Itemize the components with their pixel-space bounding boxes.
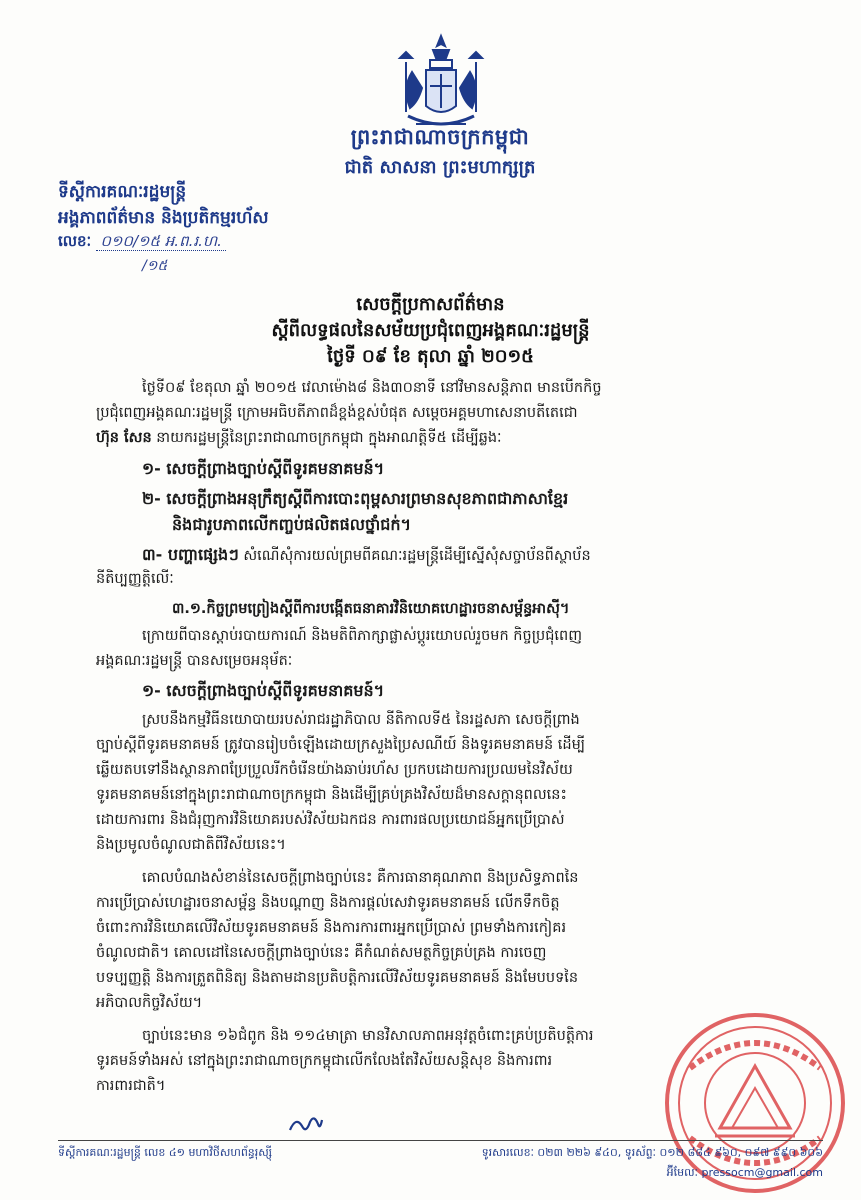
- issuer-line-1: ទីស្ដីការគណៈរដ្ឋមន្ត្រី: [58, 182, 187, 202]
- reference-label: លេខៈ: [58, 232, 92, 250]
- footer-contact-phones: ទូរសារលេខៈ ០២៣ ២២៦ ៩៤០, ទូរស័ព្ទៈ ០១២ ៨៨៤ ៩៦០, ០៩៧ ៩៩០ ៦០៦: [481, 1146, 823, 1159]
- paragraph-line: ចំពោះការវិនិយោគលើវិស័យទូរគមនាគមន៍ និងការការពារអ្នកប្រើប្រាស់ ព្រមទាំងការកៀគរ: [96, 920, 567, 936]
- paragraph-line: ការពារជាតិ។: [96, 1078, 166, 1094]
- royal-coat-of-arms-icon: [392, 32, 490, 132]
- paragraph-line: ស្របនឹងកម្មវិធីនយោបាយរបស់រាជរដ្ឋាភិបាល នីតិកាលទី៥ នៃរដ្ឋសភា សេចក្ដីព្រាង: [142, 712, 580, 728]
- agenda-item-3-continued: នីតិប្បញ្ញត្តិលើៈ: [96, 571, 174, 587]
- decision-paragraph-line: ក្រោយពីបានស្ដាប់របាយការណ៍ និងមតិពិភាក្សាផ្លាស់ប្ដូរយោបល់រួចមក កិច្ចប្រជុំពេញ: [142, 628, 583, 644]
- document-title: សេចក្ដីប្រកាសព័ត៌មាន: [356, 294, 505, 315]
- paragraph-line: ទូរគមនាគមន៍នៅក្នុងព្រះរាជាណាចក្រកម្ពុជា និងដើម្បីគ្រប់គ្រងវិស័យដ៏មានសក្ដានុពលនេះ: [96, 787, 567, 803]
- agenda-item-3: [142, 542, 591, 569]
- agenda-item-2-continued: និងជារូបភាពលើកញ្ចប់ផលិតផលថ្នាំជក់។: [172, 515, 412, 534]
- paragraph-line: ចំណូលជាតិ។ គោលដៅនៃសេចក្ដីព្រាងច្បាប់នេះ គឺកំណត់សមត្ថកិច្ចគ្រប់គ្រង ការចេញ: [96, 945, 547, 961]
- paragraph-line: ឆ្លើយតបទៅនឹងស្ថានភាពប្រែប្រួលរីកចំរើនយ៉ាងឆាប់រហ័ស ប្រកបដោយការប្រឈមនៃវិស័យ: [96, 762, 573, 778]
- footer-email-label: អ៊ីមែលៈ: [666, 1166, 698, 1179]
- paragraph-line: ការប្រើប្រាស់ហេដ្ឋារចនាសម្ព័ន្ធ និងបណ្ដាញ និងការផ្ដល់សេវាទូរគមនាគមន៍ លើកទឹកចិត្ត: [96, 895, 560, 911]
- national-motto: ជាតិ សាសនា ព្រះមហាក្សត្រ: [344, 157, 536, 178]
- footer-divider: [58, 1140, 823, 1141]
- intro-paragraph-line: ប្រជុំពេញអង្គគណៈរដ្ឋមន្ត្រី ក្រោមអធិបតីភាពដ៏ខ្ពង់ខ្ពស់បំផុត សម្ដេចអគ្គមហាសេនាបតីតេជោ: [96, 405, 578, 421]
- agenda-item-1: ១- សេចក្ដីព្រាងច្បាប់ស្ដីពីទូរគមនាគមន៍។: [142, 459, 385, 478]
- footer-email-address[interactable]: pressocm@gmail.com: [701, 1166, 823, 1179]
- paragraph-line: និងប្រមូលចំណូលជាតិពីវិស័យនេះ។: [96, 837, 286, 853]
- reference-subnote: /១៥: [142, 258, 168, 274]
- paragraph-line: ដោយការពារ និងជំរុញការវិនិយោគរបស់វិស័យឯកជន ការពារផលប្រយោជន៍អ្នកប្រើប្រាស់: [96, 812, 565, 828]
- kingdom-name: ព្រះរាជាណាចក្រកម្ពុជា: [350, 125, 530, 149]
- footer-email: [667, 1166, 823, 1182]
- decision-paragraph-line: អង្គគណៈរដ្ឋមន្ត្រី បានសម្រេចអនុម័តៈ: [96, 653, 293, 669]
- intro-paragraph-text: នាយករដ្ឋមន្ត្រីនៃព្រះរាជាណាចក្រកម្ពុជា ក្នុងអាណត្តិទី៥ ដើម្បីឆ្លងៈ: [151, 430, 502, 446]
- paragraph-line: អភិបាលកិច្ចវិស័យ។: [96, 995, 203, 1011]
- paragraph-line: ច្បាប់ស្ដីពីទូរគមនាគមន៍ ត្រូវបានរៀបចំឡើងដោយក្រសួងប្រៃសណីយ៍ និងទូរគមនាគមន៍ ដើម្បី: [96, 737, 586, 753]
- intro-paragraph-line: [96, 426, 502, 451]
- agenda-item-3-text: សំណើសុំការយល់ព្រមពីគណៈរដ្ឋមន្ត្រីដើម្បីស្នើសុំសច្ចាប័នពីស្ថាប័ន: [238, 548, 591, 564]
- reference-line: [58, 232, 226, 254]
- paragraph-line: ច្បាប់នេះមាន ១៦ជំពូក និង ១១៤មាត្រា មានវិសាលភាពអនុវត្តចំពោះគ្រប់ប្រតិបត្តិការ: [142, 1028, 594, 1044]
- paragraph-line: ទូរគមន៍ទាំងអស់ នៅក្នុងព្រះរាជាណាចក្រកម្ពុជាលើកលែងតែវិស័យសន្ដិសុខ និងការពារ: [96, 1053, 553, 1069]
- footer-address: ទីស្ដីការគណៈរដ្ឋមន្ត្រី លេខ ៤១ មហាវិថីសហព័ន្ធរុស្ស៊ី: [58, 1146, 273, 1159]
- section-heading-1: ១- សេចក្ដីព្រាងច្បាប់ស្ដីពីទូរគមនាគមន៍។: [142, 681, 385, 700]
- document-date: ថ្ងៃទី ០៩ ខែ តុលា ឆ្នាំ ២០១៥: [327, 346, 534, 367]
- intro-paragraph-line: ថ្ងៃទី០៩ ខែតុលា ឆ្នាំ ២០១៥ វេលាម៉ោង៨ និង៣០នាទី នៅវិមានសន្ដិភាព មានបើកកិច្ច: [142, 380, 602, 396]
- agenda-item-3-1: ៣.១.កិច្ចព្រមព្រៀងស្ដីពីការបង្កើតធនាគារវិនិយោគហេដ្ឋារចនាសម្ព័ន្ធអាស៊ី។: [172, 601, 570, 617]
- handwritten-mark-icon: [288, 1112, 324, 1138]
- paragraph-line: គោលបំណងសំខាន់នៃសេចក្ដីព្រាងច្បាប់នេះ គឺការធានាគុណភាព និងប្រសិទ្ធភាពនៃ: [142, 870, 579, 886]
- issuer-line-2: អង្គភាពព័ត៌មាន និងប្រតិកម្មរហ័ស: [58, 208, 269, 228]
- prime-minister-name: ហ៊ុន សែន: [96, 430, 152, 446]
- document-subtitle: ស្ដីពីលទ្ធផលនៃសម័យប្រជុំពេញអង្គគណៈរដ្ឋមន្ត្រី: [271, 320, 590, 341]
- agenda-item-3-heading: ៣- បញ្ហាផ្សេងៗ: [142, 545, 239, 564]
- reference-number: ០១០/១៥ អ.ព.រ.ហ.: [96, 232, 226, 251]
- paragraph-line: បទប្បញ្ញត្តិ និងការត្រួតពិនិត្យ និងតាមដានប្រតិបត្តិការលើវិស័យទូរគមនាគមន៍ និងមែបបទនៃ: [96, 970, 579, 986]
- agenda-item-2: ២- សេចក្ដីព្រាងអនុក្រឹត្យស្ដីពីការបោះពុម្ពសារព្រមានសុខភាពជាភាសាខ្មែរ: [142, 489, 569, 508]
